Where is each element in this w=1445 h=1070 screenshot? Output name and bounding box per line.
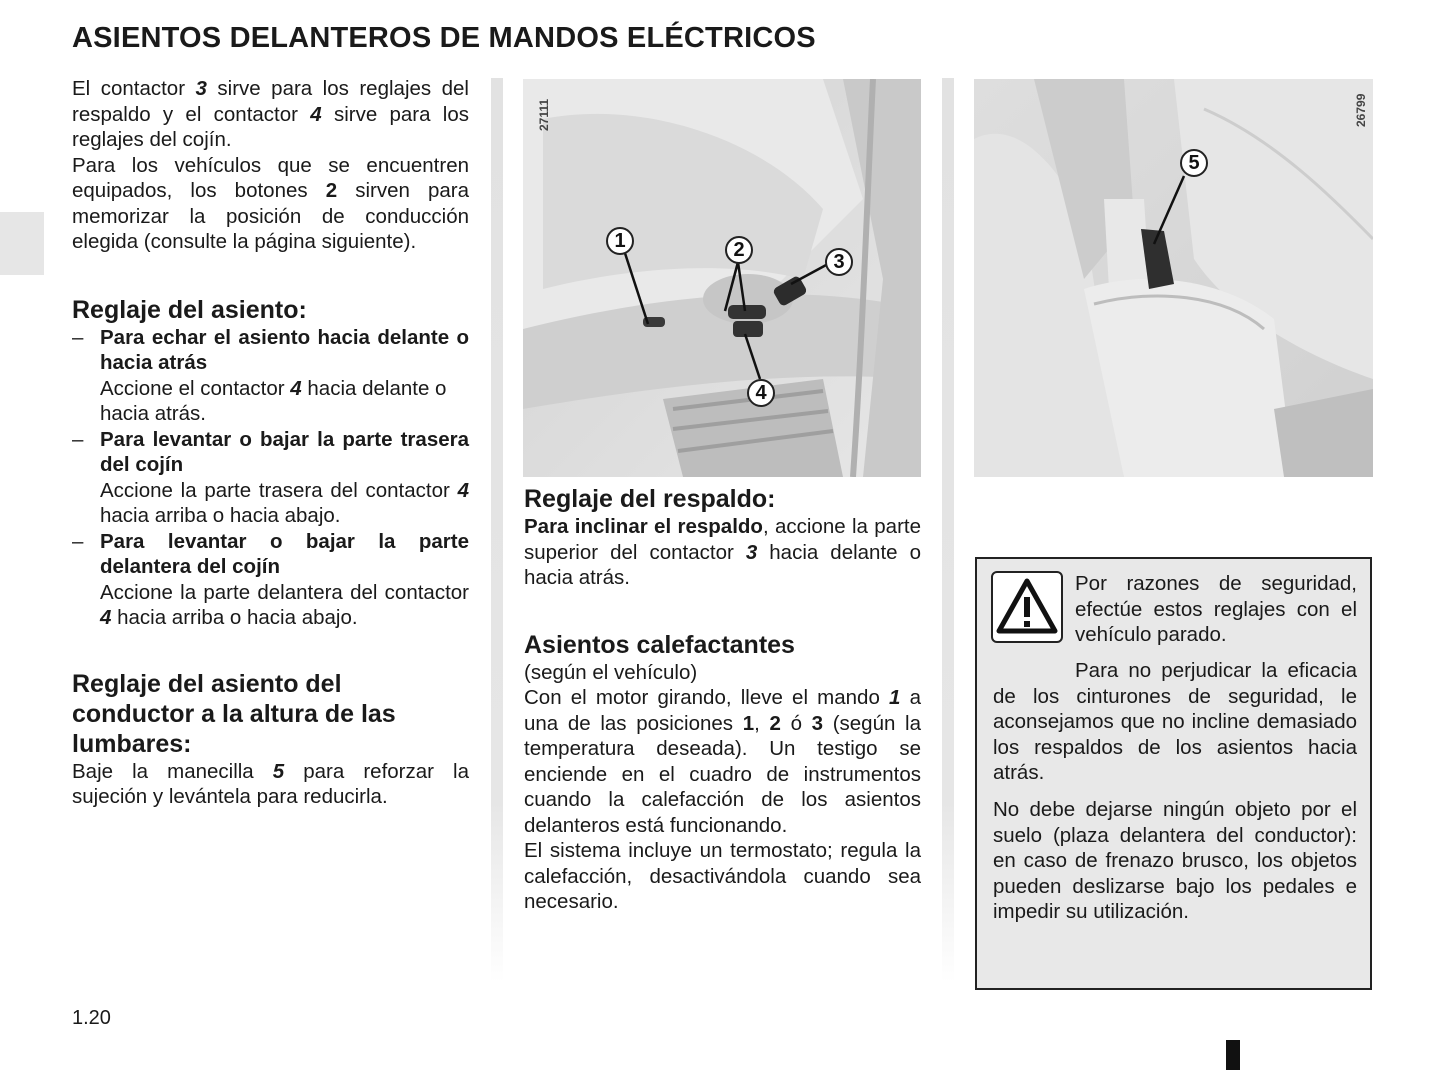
column-divider-left	[491, 78, 503, 983]
seat-adjust-bullet-3: – Para levantar o bajar la parte delantera del cojín	[72, 529, 469, 578]
heated-seats-heading: Asientos calefactantes	[524, 630, 795, 659]
backrest-text: Para inclinar el respaldo, accione la parte superior del contactor 3 hacia delante o hacia atrás.	[524, 515, 921, 589]
callout-1: 1	[606, 227, 634, 255]
figure-reference-number: 27111	[537, 98, 551, 131]
left-column	[72, 76, 469, 810]
seat-adjust-text-3: Accione la parte delantera del contactor 4 hacia arriba o hacia abajo.	[100, 580, 469, 629]
seat-adjust-bullet-2: – Para levantar o bajar la parte trasera del cojín	[72, 427, 469, 476]
intro-paragraph-1: El contactor 3 sirve para los reglajes del respaldo y el contactor 4 sirve para los reglajes del cojín.	[72, 77, 470, 151]
heated-seats-text: Con el motor girando, lleve el mando 1 a una de las posiciones 1, 2 ó 3 (según la temperatura deseada). Un testigo se enciende en el cuadro de instrumentos cuando la calefacción de los asientos delanteros está funcionando.	[524, 686, 922, 837]
lumbar-heading: Reglaje del asiento del conductor a la altura de las lumbares:	[72, 669, 396, 758]
heated-seats-note: (según el vehículo)	[524, 660, 698, 684]
page-number: 1.20	[72, 1007, 111, 1029]
section-tab	[0, 212, 44, 275]
warning-box	[975, 557, 1372, 990]
seat-adjust-text-2: Accione la parte trasera del contactor 4 hacia arriba o hacia abajo.	[100, 478, 469, 527]
seat-adjust-bullet-1: – Para echar el asiento hacia delante o hacia atrás	[72, 325, 469, 374]
warning-text-2: Para no perjudicar la eficacia de los cinturones de seguridad, le aconsejamos que no incline demasiado los respaldos de los asientos hacia atrás.	[993, 659, 1357, 784]
callout-3: 3	[825, 248, 853, 276]
seat-adjust-text-1: Accione el contactor 4 hacia delante o hacia atrás.	[100, 376, 447, 425]
seat-controls-illustration	[523, 79, 921, 477]
page-title: ASIENTOS DELANTEROS DE MANDOS ELÉCTRICOS	[72, 22, 816, 54]
callout-4: 4	[747, 379, 775, 407]
corner-mark	[1226, 1040, 1240, 1070]
lumbar-lever-illustration	[974, 79, 1373, 477]
column-divider-right	[942, 78, 954, 983]
middle-column	[524, 484, 921, 915]
warning-text-3: No debe dejarse ningún objeto por el suelo (plaza delantera del conductor): en caso de frenazo brusco, los objetos pueden deslizarse bajo los pedales e impedir su utilización.	[993, 798, 1357, 923]
callout-2: 2	[725, 236, 753, 264]
warning-text-1: Por razones de seguridad, efectúe estos reglajes con el vehículo parado.	[1075, 572, 1357, 646]
seat-controls-photo	[523, 79, 921, 477]
seat-adjust-heading: Reglaje del asiento:	[72, 295, 307, 324]
heated-seats-thermostat: El sistema incluye un termostato; regula la calefacción, desactivándola cuando sea necesario.	[524, 839, 921, 913]
intro-paragraph-2: Para los vehículos que se encuentren equipados, los botones 2 sirven para memorizar la posición de conducción elegida (consulte la página siguiente).	[72, 153, 469, 253]
warning-triangle-icon	[991, 571, 1063, 643]
lumbar-text: Baje la manecilla 5 para reforzar la sujeción y levántela para reducirla.	[72, 759, 469, 808]
lumbar-lever-photo	[974, 79, 1373, 477]
figure-reference-number: 26799	[1354, 93, 1368, 127]
callout-5: 5	[1180, 149, 1208, 177]
backrest-heading: Reglaje del respaldo:	[524, 485, 776, 513]
